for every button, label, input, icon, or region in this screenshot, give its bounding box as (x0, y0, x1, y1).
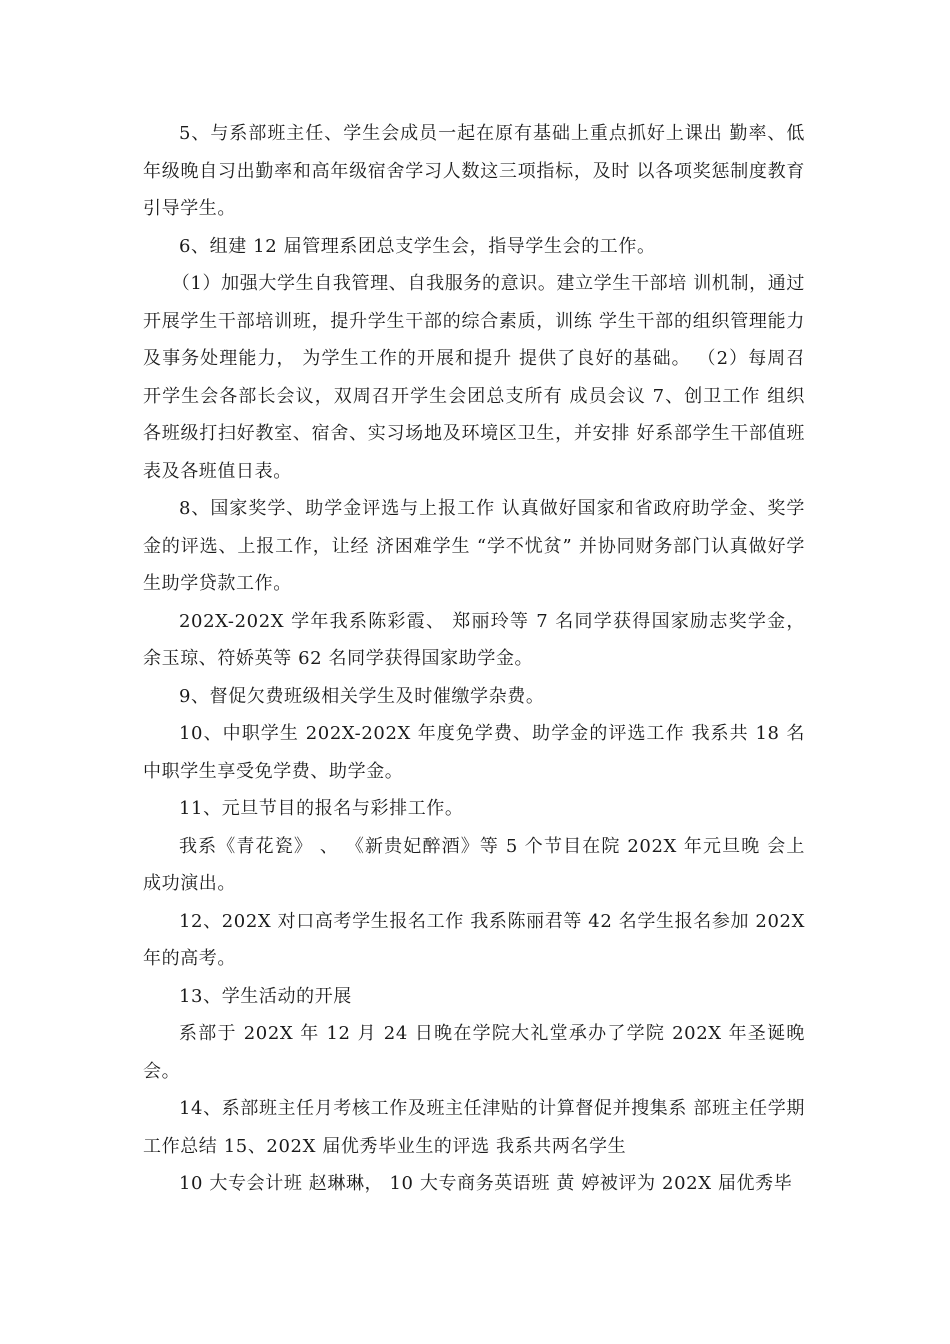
paragraph-item-12: 12、202X 对口高考学生报名工作 我系陈丽君等 42 名学生报名参加 202X 年的高考。 (143, 910, 805, 969)
paragraph-item-9: 9、督促欠费班级相关学生及时催缴学杂费。 (179, 685, 545, 707)
paragraph-new-year-show: 我系《青花瓷》 、 《新贵妃醉酒》等 5 个节目在院 202X 年元旦晚 会上成功演出。 (143, 835, 805, 894)
paragraph-scholarship-result: 202X-202X 学年我系陈彩霞、 郑丽玲等 7 名同学获得国家励志奖学金， 余玉琼、符娇英等 62 名同学获得国家助学金。 (143, 610, 805, 669)
paragraph-item-5: 5、与系部班主任、学生会成员一起在原有基础上重点抓好上课出 勤率、低年级晚自习出勤率和高年级宿舍学习人数这三项指标，及时 以各项奖惩制度教育引导学生。 (143, 123, 805, 219)
document-body (143, 115, 805, 1203)
paragraph-item-6: 6、组建 12 届管理系团总支学生会，指导学生会的工作。 (179, 235, 656, 257)
paragraph-item-10: 10、中职学生 202X-202X 年度免学费、助学金的评选工作 我系共 18 名中职学生享受免学费、助学金。 (143, 723, 805, 782)
paragraph-christmas-party: 系部于 202X 年 12 月 24 日晚在学院大礼堂承办了学院 202X 年圣诞晚会。 (143, 1023, 805, 1082)
paragraph-item-8: 8、国家奖学、助学金评选与上报工作 认真做好国家和省政府助学金、奖学金的评选、上报工作，让经 济困难学生 “学不忧贫” 并协同财务部门认真做好学生助学贷款工作。 (143, 498, 805, 594)
paragraph-item-13: 13、学生活动的开展 (179, 985, 352, 1007)
paragraph-graduates: 10 大专会计班 赵琳琳， 10 大专商务英语班 黄 婷被评为 202X 届优秀毕 (179, 1173, 793, 1194)
paragraph-item-14: 14、系部班主任月考核工作及班主任津贴的计算督促并搜集系 部班主任学期工作总结 15、202X 届优秀毕业生的评选 我系共两名学生 (143, 1098, 805, 1157)
paragraph-item-11: 11、元旦节目的报名与彩排工作。 (179, 798, 464, 819)
paragraph-item-6-1: （1）加强大学生自我管理、自我服务的意识。建立学生干部培 训机制，通过开展学生干部培训班，提升学生干部的综合素质，训练 学生干部的组织管理能力及事务处理能力， 为学生工作的开展和提升 提供了良好的基础。 （2）每周召开学生会各部长会议，双周召开学生会团总支所有 成员会议 7、创卫工作 组织各班级打扫好教室、宿舍、实习场地及环境区卫生，并安排 好系部学生干部值班表及各班值日表。 (143, 273, 805, 482)
